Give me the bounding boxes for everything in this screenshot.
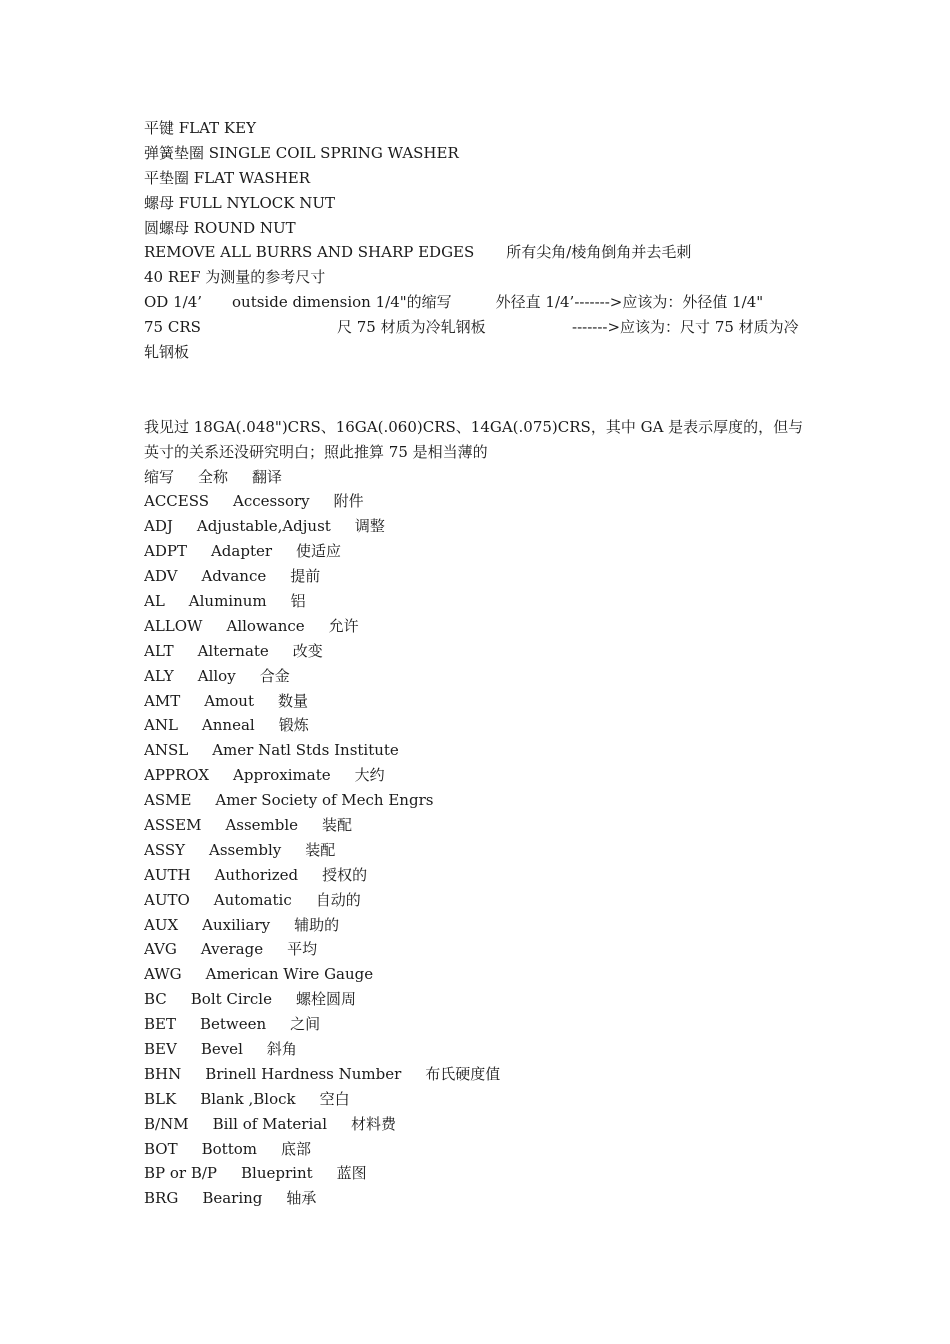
table-row bbox=[144, 863, 814, 888]
table-row bbox=[144, 1012, 814, 1037]
table-row bbox=[144, 664, 814, 689]
row-translation: 锻炼 bbox=[278, 716, 309, 735]
row-abbr: BP or B/P bbox=[144, 1164, 218, 1183]
table-row bbox=[144, 539, 814, 564]
row-abbr: ADPT bbox=[144, 542, 187, 561]
row-abbr: ASSEM bbox=[144, 815, 202, 834]
table-row bbox=[144, 1137, 814, 1162]
header-translation: 翻译 bbox=[252, 467, 283, 486]
table-row bbox=[144, 713, 814, 738]
row-abbr: AUX bbox=[144, 915, 179, 934]
row-translation: 使适应 bbox=[296, 542, 342, 561]
row-full-name: Aluminum bbox=[188, 591, 267, 610]
row-full-name: Bearing bbox=[202, 1189, 263, 1208]
table-row bbox=[144, 514, 814, 539]
row-full-name: Advance bbox=[201, 567, 267, 586]
row-abbr: BC bbox=[144, 990, 167, 1009]
row-full-name: Approximate bbox=[233, 766, 331, 785]
row-translation: 空白 bbox=[319, 1089, 350, 1108]
remove-burrs-cn: 所有尖角/棱角倒角并去毛刺 bbox=[506, 243, 692, 262]
od-abbr: OD 1/4’ bbox=[144, 293, 203, 312]
intro-line: 平键 FLAT KEY bbox=[144, 119, 256, 137]
note-paragraph: 我见过 18GA(.048")CRS、16GA(.060)CRS、14GA(.075)CRS，其中 GA 是表示厚度的，但与英寸的关系还没研究明白；照此推算 75 是相当薄的 bbox=[144, 417, 804, 461]
row-full-name: Automatic bbox=[213, 890, 292, 909]
row-full-name: Assemble bbox=[225, 815, 299, 834]
table-header bbox=[144, 465, 814, 490]
row-translation: 允许 bbox=[328, 616, 359, 635]
header-abbr: 缩写 bbox=[144, 467, 175, 486]
header-full: 全称 bbox=[198, 467, 229, 486]
row-translation: 装配 bbox=[305, 840, 336, 859]
row-full-name: Brinell Hardness Number bbox=[205, 1064, 402, 1083]
table-row bbox=[144, 788, 814, 813]
table-row bbox=[144, 913, 814, 938]
od-correction: 外径直 1/4’------->应该为：外径值 1/4" bbox=[495, 293, 764, 312]
row-translation: 附件 bbox=[333, 492, 364, 511]
remove-burrs-line bbox=[144, 240, 814, 265]
intro-line: 圆螺母 ROUND NUT bbox=[144, 218, 296, 237]
table-row bbox=[144, 987, 814, 1012]
row-abbr: ANSL bbox=[144, 741, 189, 760]
row-abbr: BLK bbox=[144, 1089, 177, 1108]
table-row bbox=[144, 489, 814, 514]
row-full-name: Auxiliary bbox=[202, 915, 271, 934]
row-abbr: B/NM bbox=[144, 1114, 189, 1133]
row-abbr: ALT bbox=[144, 641, 174, 660]
table-row bbox=[144, 689, 814, 714]
table-row bbox=[144, 738, 814, 763]
row-translation: 之间 bbox=[290, 1015, 321, 1034]
row-abbr: BET bbox=[144, 1015, 176, 1034]
table-row bbox=[144, 813, 814, 838]
row-abbr: ADV bbox=[144, 567, 178, 586]
crs-line bbox=[144, 315, 814, 340]
row-full-name: Alloy bbox=[197, 666, 236, 685]
table-row bbox=[144, 639, 814, 664]
table-row bbox=[144, 838, 814, 863]
row-full-name: Amer Natl Stds Institute bbox=[212, 741, 399, 760]
row-abbr: BEV bbox=[144, 1040, 177, 1058]
row-translation: 布氏硬度值 bbox=[425, 1064, 501, 1083]
paragraph-gap bbox=[144, 365, 814, 415]
od-meaning: outside dimension 1/4"的缩写 bbox=[232, 293, 452, 312]
row-translation: 改变 bbox=[292, 641, 323, 660]
crs-meaning: 尺 75 材质为冷轧钢板 bbox=[337, 318, 486, 337]
row-translation: 合金 bbox=[259, 666, 290, 685]
table-row bbox=[144, 1087, 814, 1112]
row-full-name: Between bbox=[199, 1015, 267, 1034]
row-full-name: Alternate bbox=[197, 641, 269, 660]
row-translation: 斜角 bbox=[266, 1040, 297, 1058]
row-full-name: Bill of Material bbox=[212, 1114, 328, 1133]
row-full-name: Adapter bbox=[210, 542, 273, 561]
document-body bbox=[144, 116, 814, 1211]
table-row bbox=[144, 888, 814, 913]
row-translation: 提前 bbox=[290, 567, 321, 586]
od-line bbox=[144, 290, 814, 315]
row-translation: 轴承 bbox=[286, 1189, 317, 1208]
table-row bbox=[144, 1161, 814, 1186]
table-row bbox=[144, 614, 814, 639]
row-full-name: Blank ,Block bbox=[200, 1089, 296, 1108]
row-abbr: ASSY bbox=[144, 840, 186, 859]
row-translation: 螺栓圆周 bbox=[295, 990, 356, 1009]
row-abbr: BRG bbox=[144, 1189, 179, 1208]
table-row bbox=[144, 962, 814, 987]
row-full-name: Bolt Circle bbox=[190, 990, 272, 1009]
row-translation: 平均 bbox=[287, 940, 318, 959]
ref-line: 40 REF 为测量的参考尺寸 bbox=[144, 268, 326, 287]
intro-line: 弹簧垫圈 SINGLE COIL SPRING WASHER bbox=[144, 143, 459, 162]
row-abbr: AWG bbox=[144, 965, 182, 984]
row-full-name: Assembly bbox=[209, 840, 282, 859]
row-abbr: ACCESS bbox=[144, 492, 210, 511]
row-full-name: Allowance bbox=[226, 616, 305, 635]
row-abbr: ADJ bbox=[144, 517, 173, 536]
row-abbr: ALLOW bbox=[144, 616, 203, 635]
table-row bbox=[144, 589, 814, 614]
row-abbr: ALY bbox=[144, 666, 174, 685]
row-translation: 底部 bbox=[280, 1139, 311, 1158]
row-abbr: AVG bbox=[144, 940, 177, 959]
row-translation: 授权的 bbox=[322, 865, 368, 884]
table-row bbox=[144, 1112, 814, 1137]
table-row bbox=[144, 564, 814, 589]
row-abbr: AMT bbox=[144, 691, 181, 710]
table-row bbox=[144, 763, 814, 788]
row-translation: 数量 bbox=[277, 691, 308, 710]
row-full-name: Authorized bbox=[214, 865, 299, 884]
row-abbr: BOT bbox=[144, 1139, 178, 1158]
row-translation: 铝 bbox=[290, 591, 306, 610]
table-row bbox=[144, 1186, 814, 1211]
intro-line: 螺母 FULL NYLOCK NUT bbox=[144, 193, 336, 212]
row-translation: 材料费 bbox=[351, 1114, 397, 1133]
row-translation: 大约 bbox=[354, 766, 385, 785]
table-row bbox=[144, 1037, 814, 1062]
row-abbr: ANL bbox=[144, 716, 178, 735]
row-full-name: Accessory bbox=[233, 492, 310, 511]
row-translation: 调整 bbox=[354, 517, 385, 536]
row-translation: 辅助的 bbox=[294, 915, 340, 934]
row-abbr: AUTO bbox=[144, 890, 190, 909]
crs-abbr: 75 CRS bbox=[144, 318, 201, 337]
row-abbr: AL bbox=[144, 591, 165, 610]
row-translation: 装配 bbox=[322, 815, 353, 834]
crs-line-continuation: 轧钢板 bbox=[144, 343, 190, 362]
row-full-name: Amer Society of Mech Engrs bbox=[215, 791, 434, 810]
intro-line: 平垫圈 FLAT WASHER bbox=[144, 168, 311, 187]
row-abbr: AUTH bbox=[144, 865, 191, 884]
row-full-name: Amout bbox=[204, 691, 254, 710]
row-translation: 自动的 bbox=[315, 890, 361, 909]
table-row bbox=[144, 937, 814, 962]
row-full-name: Blueprint bbox=[241, 1164, 313, 1183]
row-full-name: Bottom bbox=[201, 1139, 257, 1158]
row-abbr: ASME bbox=[144, 791, 192, 810]
row-full-name: American Wire Gauge bbox=[205, 965, 374, 984]
row-translation: 蓝图 bbox=[336, 1164, 367, 1183]
abbreviation-list bbox=[144, 489, 814, 1211]
row-full-name: Adjustable,Adjust bbox=[196, 517, 331, 536]
row-abbr: BHN bbox=[144, 1064, 182, 1083]
row-full-name: Bevel bbox=[200, 1040, 243, 1058]
row-abbr: APPROX bbox=[144, 766, 210, 785]
remove-burrs-en: REMOVE ALL BURRS AND SHARP EDGES bbox=[144, 243, 475, 262]
crs-correction: ------->应该为：尺寸 75 材质为冷 bbox=[572, 318, 799, 337]
table-row bbox=[144, 1062, 814, 1087]
row-full-name: Average bbox=[200, 940, 264, 959]
row-full-name: Anneal bbox=[201, 716, 255, 735]
